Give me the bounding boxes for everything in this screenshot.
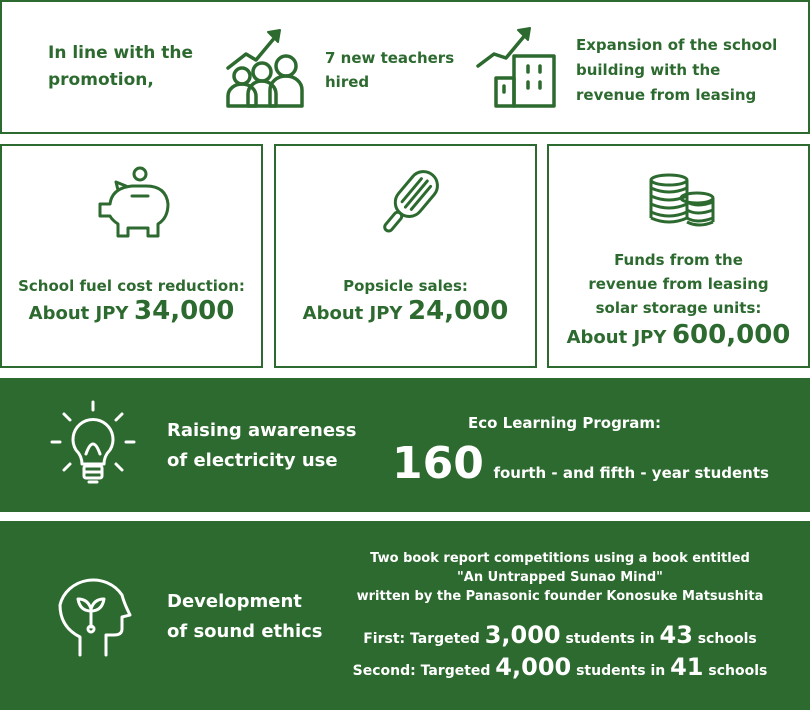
building-growth-icon [474, 26, 564, 116]
second-competition: Second: Targeted 4,000 students in 41 schools [352, 653, 768, 681]
teachers-text: 7 new teachers hired [325, 49, 455, 91]
fuel-cost-value: About JPY 34,000 [28, 296, 235, 326]
head-sprout-icon [56, 571, 136, 661]
ethics-description: Two book report competitions using a book entitled "An Untrapped Sunao Mind" written by the Panasonic founder Konosuke Matsushita [356, 551, 764, 604]
eco-program-count-row [392, 438, 769, 489]
lightbulb-icon [48, 400, 138, 490]
solar-funds-value: About JPY 600,000 [566, 320, 791, 350]
eco-program-desc: fourth - and fifth - year students [493, 464, 769, 482]
piggy-bank-icon [96, 164, 176, 244]
people-growth-icon [224, 26, 314, 116]
fuel-cost-card [0, 144, 263, 368]
building-text: Expansion of the school building with the revenue from leasing [576, 36, 778, 104]
intro-text: In line with the promotion, [48, 43, 193, 90]
popsicle-icon [368, 164, 448, 244]
promotion-panel [0, 0, 810, 134]
solar-funds-card [547, 144, 810, 368]
awareness-panel [0, 378, 810, 512]
eco-program-label: Eco Learning Program: [468, 414, 661, 432]
eco-program-count: 160 [392, 438, 484, 489]
ethics-panel [0, 521, 810, 710]
awareness-title: Raising awareness of electricity use [167, 420, 357, 471]
fuel-cost-label: School fuel cost reduction: [18, 277, 245, 295]
first-competition: First: Targeted 3,000 students in 43 schools [363, 621, 757, 649]
popsicle-card [274, 144, 537, 368]
solar-funds-label: Funds from the revenue from leasing solar storage units: [588, 251, 769, 317]
popsicle-label: Popsicle sales: [343, 277, 468, 295]
coins-stack-icon [639, 170, 719, 240]
ethics-title: Development of sound ethics [167, 591, 323, 642]
popsicle-value: About JPY 24,000 [302, 296, 509, 326]
